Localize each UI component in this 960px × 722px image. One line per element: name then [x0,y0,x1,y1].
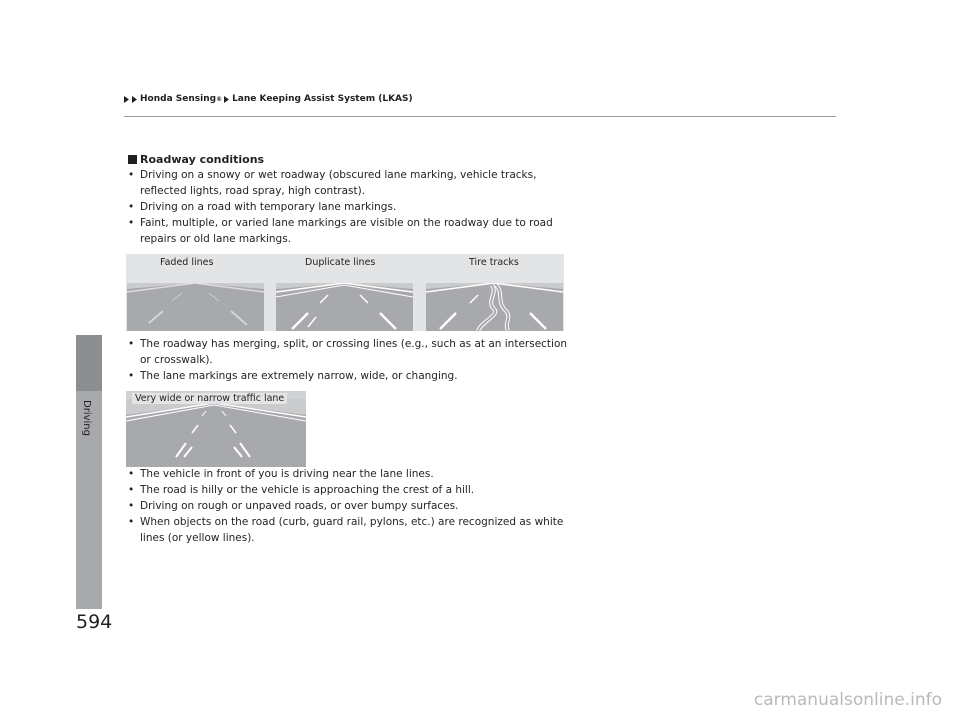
list-item: • Driving on a road with temporary lane markings. [128,199,580,215]
list-item: • When objects on the road (curb, guard rail, pylons, etc.) are recognized as white lines (or yellow lines). [128,514,580,546]
list-item: • The road is hilly or the vehicle is approaching the crest of a hill. [128,482,580,498]
breadcrumb [124,94,413,104]
side-tab-label: Driving [81,400,92,436]
figure-caption-duplicate: Duplicate lines [305,257,376,268]
list-item: • The lane markings are extremely narrow, wide, or changing. [128,368,580,384]
triangle-arrow-icon [132,96,137,103]
tire-tracks-illustration [426,283,563,331]
triangle-arrow-icon [224,96,229,103]
bullet-list [128,336,580,384]
page-number: 594 [76,611,113,633]
figure-caption-wide-narrow: Very wide or narrow traffic lane [132,393,287,404]
list-item: • Driving on a snowy or wet roadway (obscured lane marking, vehicle tracks, reflected lights, road spray, high contrast). [128,167,580,199]
list-item: • The vehicle in front of you is driving near the lane lines. [128,466,580,482]
lane-marking-figure [126,254,564,331]
faded-lines-illustration [127,283,264,331]
list-item: • Faint, multiple, or varied lane markings are visible on the roadway due to road repairs or old lane markings. [128,215,580,247]
section-heading-text: Roadway conditions [140,153,265,166]
duplicate-lines-illustration [276,283,413,331]
registered-mark: ® [216,95,223,103]
watermark: carmanualsonline.info [753,690,942,710]
breadcrumb-item-honda-sensing[interactable]: Honda Sensing [140,94,217,104]
list-item: • Driving on rough or unpaved roads, or over bumpy surfaces. [128,498,580,514]
list-item: • The roadway has merging, split, or crossing lines (e.g., such as at an intersection or crosswalk). [128,336,580,368]
side-tab-marker [76,335,102,391]
header-divider [124,116,836,117]
wide-narrow-lane-figure [126,391,306,467]
figure-caption-tire: Tire tracks [469,257,519,268]
wide-narrow-lane-illustration [126,399,306,467]
bullet-list [128,167,580,247]
bullet-list [128,466,580,546]
section-heading [128,153,264,166]
triangle-arrow-icon [124,96,129,103]
figure-caption-faded: Faded lines [160,257,214,268]
breadcrumb-item-lkas[interactable]: Lane Keeping Assist System (LKAS) [232,94,413,104]
square-bullet-icon [128,155,137,164]
